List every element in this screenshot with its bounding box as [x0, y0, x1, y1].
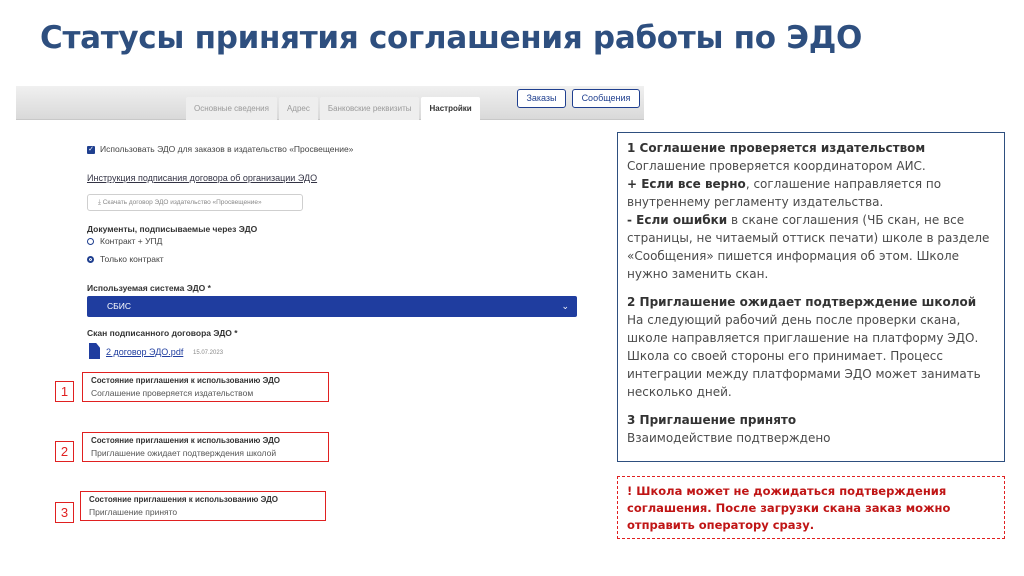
check-icon: ✓ [88, 146, 94, 153]
status-heading: Состояние приглашения к использованию ЭДО [89, 495, 279, 504]
edo-system-select[interactable] [87, 296, 577, 317]
scan-file-date: 15.07.2023 [193, 350, 224, 356]
status-heading: Состояние приглашения к использованию ЭДО [91, 376, 281, 385]
info-text-err [627, 211, 995, 283]
chevron-down-icon: ⌄ [561, 301, 569, 311]
info-text-ok [627, 175, 995, 211]
radio-contract-only-label: Только контракт [100, 254, 164, 264]
info-err-bold: - Если ошибки [627, 213, 728, 227]
page-title: Статусы принятия соглашения работы по ЭДО [40, 20, 863, 56]
tab-bank-details[interactable]: Банковские реквизиты [320, 97, 420, 120]
status-value: Соглашение проверяется издательством [91, 388, 254, 398]
messages-button[interactable]: Сообщения [572, 89, 640, 108]
info-text-1: Соглашение проверяется координатором АИС. [627, 159, 926, 173]
warning-note: ! Школа может не дожидаться подтверждения соглашения. После загрузки скана заказ можно отправить оператору сразу. [617, 476, 1005, 539]
info-block-3 [627, 411, 995, 447]
step-number-3: 3 [55, 502, 74, 523]
info-heading-1: 1 Соглашение проверяется издательством [627, 141, 926, 155]
tab-settings[interactable]: Настройки [421, 97, 479, 120]
step-number-1: 1 [55, 381, 74, 402]
info-ok-bold: + Если все верно [627, 177, 746, 191]
tab-address[interactable]: Адрес [279, 97, 318, 120]
status-box-3 [80, 491, 326, 521]
orders-button[interactable]: Заказы [517, 89, 566, 108]
info-block-2 [627, 293, 995, 401]
scan-label: Скан подписанного договора ЭДО * [87, 328, 238, 338]
info-block-1 [627, 139, 995, 283]
status-value: Приглашение ожидает подтверждения школой [91, 448, 277, 458]
info-text-3: Взаимодействие подтверждено [627, 431, 831, 445]
tab-bar [186, 97, 480, 120]
info-ok-text: , соглашение направляется по внутреннему регламенту издательства. [627, 177, 942, 209]
edo-system-value: СБИС [107, 301, 131, 311]
info-heading-3: 3 Приглашение принято [627, 413, 797, 427]
instruction-link[interactable]: Инструкция подписания договора об организации ЭДО [87, 173, 318, 183]
pdf-file-icon [89, 343, 100, 359]
radio-contract-upd[interactable] [87, 238, 94, 245]
info-heading-2: 2 Приглашение ожидает подтверждение школой [627, 295, 977, 309]
tab-main-info[interactable]: Основные сведения [186, 97, 277, 120]
status-heading: Состояние приглашения к использованию ЭДО [91, 436, 281, 445]
use-edo-checkbox[interactable] [87, 146, 95, 154]
edo-system-label: Используемая система ЭДО * [87, 283, 211, 293]
status-box-2 [82, 432, 329, 462]
info-text-2: На следующий рабочий день после проверки скана, школе направляется приглашение на платформу ЭДО. Школа со своей стороны его принимает. Процесс интеграции между платформами ЭДО может занимать несколько дней. [627, 313, 981, 399]
info-panel [617, 132, 1005, 462]
download-contract-button[interactable] [87, 194, 303, 211]
status-box-1 [82, 372, 329, 402]
scan-file-link[interactable]: 2 договор ЭДО.pdf [106, 347, 184, 357]
docs-label: Документы, подписываемые через ЭДО [87, 224, 258, 234]
status-value: Приглашение принято [89, 507, 178, 517]
use-edo-label: Использовать ЭДО для заказов в издательство «Просвещение» [100, 144, 354, 154]
radio-contract-only[interactable] [87, 256, 94, 263]
download-icon: ⤓ [98, 199, 101, 206]
radio-contract-upd-label: Контракт + УПД [100, 236, 163, 246]
download-contract-label: Скачать договор ЭДО издательство «Просвещение» [102, 199, 262, 206]
step-number-2: 2 [55, 441, 74, 462]
info-err-text: в скане соглашения (ЧБ скан, не все страницы, не читаемый оттиск печати) школе в разделе «Сообщения» пишется информация об этом. Школе нужно заменить скан. [627, 213, 990, 281]
